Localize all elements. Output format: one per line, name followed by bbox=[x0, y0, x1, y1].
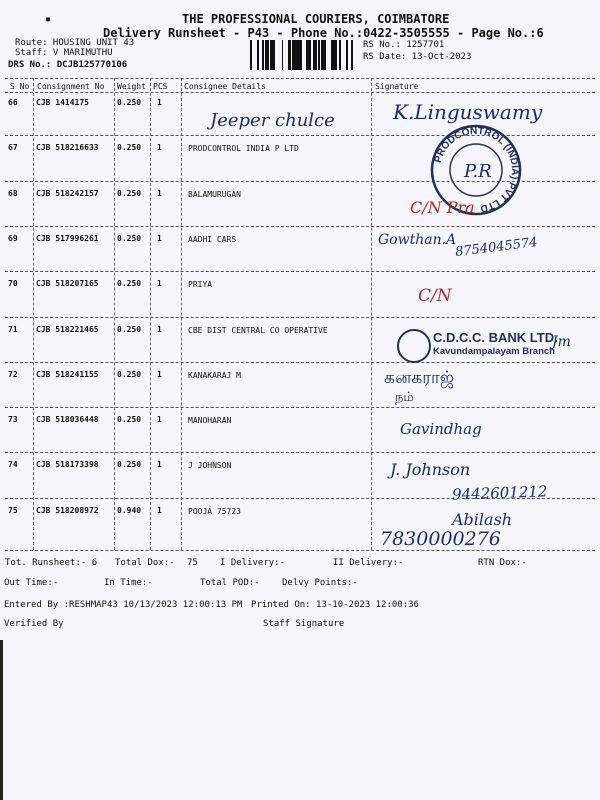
runsheet-title: Delivery Runsheet - P43 - Phone No.:0422-3505555 - Page No.:6 bbox=[103, 26, 544, 40]
handwritten-signature: K.Linguswamy bbox=[393, 100, 543, 124]
row-sno: 70 bbox=[8, 279, 18, 288]
handwritten-phone: 8754045574 bbox=[454, 235, 539, 260]
row-pcs: 1 bbox=[157, 370, 162, 379]
bank-stamp-name: C.D.C.C. BANK LTD. bbox=[433, 330, 558, 345]
table-top-rule bbox=[5, 78, 595, 79]
row-weight: 0.250 bbox=[117, 234, 142, 243]
barcode-bar bbox=[270, 40, 272, 70]
row-sno: 74 bbox=[8, 460, 18, 469]
handwritten-signature: நம் bbox=[395, 390, 414, 405]
row-pcs: 1 bbox=[157, 189, 162, 198]
col-divider bbox=[181, 78, 182, 550]
barcode-bar bbox=[346, 40, 348, 70]
rs-number: RS No.: 1257701 bbox=[363, 40, 445, 50]
handwritten-signature: Jm bbox=[552, 334, 571, 350]
row-consignee: KANAKARAJ M bbox=[188, 371, 241, 380]
row-weight: 0.940 bbox=[117, 506, 142, 515]
col-header-weight: Weight bbox=[117, 82, 146, 91]
route: Route: HOUSING UNIT 43 bbox=[15, 38, 135, 48]
barcode-bar bbox=[351, 40, 353, 70]
row-consignee: AADHI CARS bbox=[188, 235, 237, 244]
barcode-bar bbox=[292, 40, 293, 70]
drs-number: DRS No.: DCJB125770106 bbox=[8, 60, 128, 70]
barcode-bar bbox=[299, 40, 300, 70]
row-pcs: 1 bbox=[157, 506, 162, 515]
row-consignment-no: CJB 518173398 bbox=[36, 460, 99, 469]
barcode-bar bbox=[296, 40, 299, 70]
printed-on: Printed On: 13-10-2023 12:00:36 bbox=[251, 600, 419, 610]
row-consignment-no: CJB 517996261 bbox=[36, 234, 99, 243]
tot-runsheet: Tot. Runsheet:- 6 bbox=[5, 558, 98, 568]
row-rule bbox=[5, 226, 595, 227]
i-delivery: I Delivery:- bbox=[220, 558, 286, 568]
row-weight: 0.250 bbox=[117, 415, 142, 424]
row-weight: 0.250 bbox=[117, 325, 142, 334]
barcode-bar bbox=[339, 40, 341, 70]
row-consignment-no: CJB 518242157 bbox=[36, 189, 99, 198]
barcode-bar bbox=[314, 40, 317, 70]
row-sno: 67 bbox=[8, 143, 18, 152]
bank-stamp-branch: Kavundampalayam Branch bbox=[433, 346, 555, 357]
row-consignee: PRODCONTROL INDIA P LTD bbox=[188, 144, 299, 153]
scan-edge bbox=[0, 640, 3, 800]
row-sno: 66 bbox=[8, 98, 18, 107]
header-rule bbox=[5, 92, 595, 93]
row-rule bbox=[5, 317, 595, 318]
total-dox-label: Total Dox:- bbox=[115, 558, 175, 568]
barcode-bar bbox=[324, 40, 326, 70]
handwritten-phone: 7830000276 bbox=[380, 528, 501, 550]
barcode-bar bbox=[262, 40, 264, 70]
barcode-bar bbox=[288, 40, 291, 70]
row-weight: 0.250 bbox=[117, 460, 142, 469]
svg-text:P.R: P.R bbox=[464, 161, 492, 182]
col-divider bbox=[114, 78, 115, 550]
handwritten-consignee: Jeeper chulce bbox=[210, 110, 335, 131]
seal-text: PRODCONTROL (INDIA) PVT LTD bbox=[432, 125, 521, 214]
row-rule bbox=[5, 271, 595, 272]
row-weight: 0.250 bbox=[117, 370, 142, 379]
row-consignment-no: CJB 518207165 bbox=[36, 279, 99, 288]
handwritten-signature: கனகராஜ் bbox=[384, 368, 455, 388]
handwritten-phone: 9442601212 bbox=[451, 482, 548, 504]
row-pcs: 1 bbox=[157, 325, 162, 334]
row-pcs: 1 bbox=[157, 98, 162, 107]
barcode-bar bbox=[266, 40, 267, 70]
entered-by: Entered By :RESHMAP43 10/13/2023 12:00:13 PM bbox=[4, 600, 243, 610]
row-sno: 68 bbox=[8, 189, 18, 198]
row-pcs: 1 bbox=[157, 415, 162, 424]
barcode-bar bbox=[293, 40, 296, 70]
delvy-points: Delvy Points:- bbox=[282, 578, 358, 588]
out-time: Out Time:- bbox=[4, 578, 59, 588]
barcode-bar bbox=[313, 40, 314, 70]
barcode-bar bbox=[282, 40, 283, 70]
barcode-bar bbox=[257, 40, 259, 70]
verified-by: Verified By bbox=[4, 619, 64, 629]
dot-mark: ▪ bbox=[45, 14, 52, 25]
row-sno: 72 bbox=[8, 370, 18, 379]
col-header-consignee: Consignee Details bbox=[184, 82, 266, 91]
row-pcs: 1 bbox=[157, 234, 162, 243]
barcode-bar bbox=[267, 40, 269, 70]
company-name: THE PROFESSIONAL COURIERS, COIMBATORE bbox=[182, 12, 450, 26]
row-consignee: POOJA 75723 bbox=[188, 507, 241, 516]
barcode-bar bbox=[306, 40, 308, 70]
row-consignee: BALAMURUGAN bbox=[188, 190, 241, 199]
row-pcs: 1 bbox=[157, 143, 162, 152]
col-header-signature: Signature bbox=[375, 82, 419, 91]
col-header-consignment: Consignment No bbox=[37, 82, 105, 91]
row-consignment-no: CJB 518221465 bbox=[36, 325, 99, 334]
bank-logo-icon bbox=[397, 329, 431, 363]
barcode bbox=[250, 40, 355, 70]
table-bottom-rule bbox=[5, 550, 595, 551]
total-dox-value: 75 bbox=[187, 558, 198, 568]
row-rule bbox=[5, 452, 595, 453]
col-header-pcs: PCS bbox=[153, 82, 168, 91]
row-weight: 0.250 bbox=[117, 279, 142, 288]
handwritten-signature: Gowthan.A bbox=[378, 232, 457, 248]
rtn-dox: RTN Dox:- bbox=[478, 558, 527, 568]
barcode-bar bbox=[272, 40, 275, 70]
rs-date: RS Date: 13-Oct-2023 bbox=[363, 52, 472, 62]
in-time: In Time:- bbox=[104, 578, 153, 588]
barcode-bar bbox=[301, 40, 302, 70]
handwritten-signature: C/N Pra bbox=[410, 198, 475, 217]
barcode-bar bbox=[334, 40, 337, 70]
barcode-bar bbox=[300, 40, 301, 70]
row-consignment-no: CJB 518241155 bbox=[36, 370, 99, 379]
row-sno: 73 bbox=[8, 415, 18, 424]
row-consignee: MANOHARAN bbox=[188, 416, 232, 425]
handwritten-signature: Abilash bbox=[452, 510, 513, 529]
barcode-bar bbox=[331, 40, 334, 70]
row-weight: 0.250 bbox=[117, 143, 142, 152]
total-pod: Total POD:- bbox=[200, 578, 260, 588]
col-divider bbox=[150, 78, 151, 550]
col-divider bbox=[33, 78, 34, 550]
handwritten-signature: J. Johnson bbox=[390, 460, 471, 479]
col-divider bbox=[371, 78, 372, 550]
row-weight: 0.250 bbox=[117, 98, 142, 107]
col-header-sno: S No bbox=[10, 82, 30, 91]
row-pcs: 1 bbox=[157, 279, 162, 288]
handwritten-signature: C/N bbox=[418, 286, 452, 306]
staff: Staff: V MARIMUTHU bbox=[15, 48, 113, 58]
row-consignee: CBE DIST CENTRAL CO OPERATIVE bbox=[188, 326, 328, 335]
staff-signature: Staff Signature bbox=[263, 619, 345, 629]
row-consignment-no: CJB 518216633 bbox=[36, 143, 99, 152]
row-consignee: PRIYA bbox=[188, 280, 213, 289]
row-consignment-no: CJB 518036448 bbox=[36, 415, 99, 424]
row-rule bbox=[5, 407, 595, 408]
barcode-bar bbox=[318, 40, 320, 70]
row-consignment-no: CJB 518208972 bbox=[36, 506, 99, 515]
row-pcs: 1 bbox=[157, 460, 162, 469]
row-rule bbox=[5, 362, 595, 363]
row-sno: 69 bbox=[8, 234, 18, 243]
row-sno: 75 bbox=[8, 506, 18, 515]
row-sno: 71 bbox=[8, 325, 18, 334]
barcode-bar bbox=[310, 40, 311, 70]
ii-delivery: II Delivery:- bbox=[333, 558, 404, 568]
row-consignee: J JOHNSON bbox=[188, 461, 232, 470]
barcode-bar bbox=[265, 40, 266, 70]
barcode-bar bbox=[250, 40, 252, 70]
row-weight: 0.250 bbox=[117, 189, 142, 198]
handwritten-signature: Gavindhag bbox=[400, 420, 482, 438]
barcode-bar bbox=[308, 40, 310, 70]
row-consignment-no: CJB 1414175 bbox=[36, 98, 89, 107]
barcode-bar bbox=[321, 40, 324, 70]
